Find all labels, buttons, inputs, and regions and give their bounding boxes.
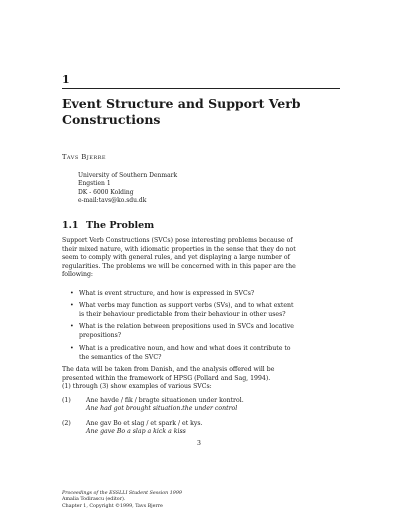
bullet-item [70, 345, 291, 362]
data-paragraph [62, 366, 274, 392]
bullet-item [70, 302, 294, 319]
bullet-item [70, 290, 255, 299]
paragraph-line: regularities. The problems we will be concerned with in this paper are the [62, 262, 296, 270]
paragraph-line: seem to comply with general rules, and yet displaying a large number of [62, 254, 290, 262]
bullet-line: What is event structure, and how is expressed in SVCs? [79, 290, 255, 297]
section-number: 1.1 [62, 220, 79, 231]
example-sentence: Ane havde / fik / bragte situationen under kontrol. [86, 397, 244, 404]
section-heading [62, 220, 154, 231]
paragraph-line: Support Verb Constructions (SVCs) pose interesting problems because of [62, 237, 293, 244]
page-number: 3 [197, 440, 201, 447]
example-number: (2) [62, 420, 71, 427]
footer-copyright: Chapter 1, Copyright ©1999, Tavs Bjerre [62, 503, 163, 509]
affiliation-line: DK - 6000 Kolding [78, 188, 134, 196]
paragraph-line: (1) through (3) show examples of various SVCs: [62, 383, 212, 391]
bullet-line: What verbs may function as support verbs (SVs), and to what extent [79, 302, 294, 309]
author-name: Tavs Bjerre [62, 153, 107, 161]
bullet-item [70, 323, 294, 340]
bullet-dot-icon: • [70, 290, 74, 297]
bullet-line: What is a predicative noun, and how and what does it contribute to [79, 345, 291, 352]
paragraph-line: presented within the framework of HPSG (Pollard and Sag, 1994). [62, 374, 271, 382]
paragraph-line: following: [62, 271, 94, 279]
chapter-title [62, 96, 342, 128]
example-sentence: Ane gav Bo et slag / et spark / et kys. [86, 420, 203, 427]
bullet-line: prepositions? [79, 331, 122, 339]
bullet-line: the semantics of the SVC? [79, 353, 162, 361]
chapter-title-line-1: Event Structure and Support Verb [62, 96, 301, 111]
affiliation-line: University of Southern Denmark [78, 172, 178, 179]
footer-proceedings: Proceedings of the ESSLLI Student Session 1999 [62, 491, 182, 496]
affiliation-email: e-mail:tavs@ko.sdu.dk [78, 197, 147, 205]
bullet-dot-icon: • [70, 323, 74, 330]
affiliation-block [78, 172, 177, 206]
intro-paragraph [62, 237, 296, 280]
bullet-dot-icon: • [70, 345, 74, 352]
paragraph-line: The data will be taken from Danish, and the analysis offered will be [62, 366, 275, 373]
example-number: (1) [62, 397, 71, 404]
affiliation-line: Engstien 1 [78, 180, 111, 188]
paragraph-line: their mixed nature, with idiomatic properties in the sense that they do not [62, 245, 296, 253]
example-gloss: Ane gave Bo a slap a kick a kiss [86, 428, 186, 436]
chapter-title-line-2: Constructions [62, 112, 161, 127]
example-gloss: Ane had got brought situation.the under control [86, 405, 238, 413]
bullet-line: is their behaviour predictable from their behaviour in other uses? [79, 310, 286, 318]
chapter-number: 1 [62, 73, 70, 86]
bullet-dot-icon: • [70, 302, 74, 309]
footer [62, 491, 182, 510]
chapter-rule [62, 88, 340, 89]
section-title: The Problem [86, 220, 155, 231]
bullet-line: What is the relation between prepositions used in SVCs and locative [79, 323, 294, 330]
footer-editor: Amalia Todirascu (editor). [62, 497, 126, 503]
